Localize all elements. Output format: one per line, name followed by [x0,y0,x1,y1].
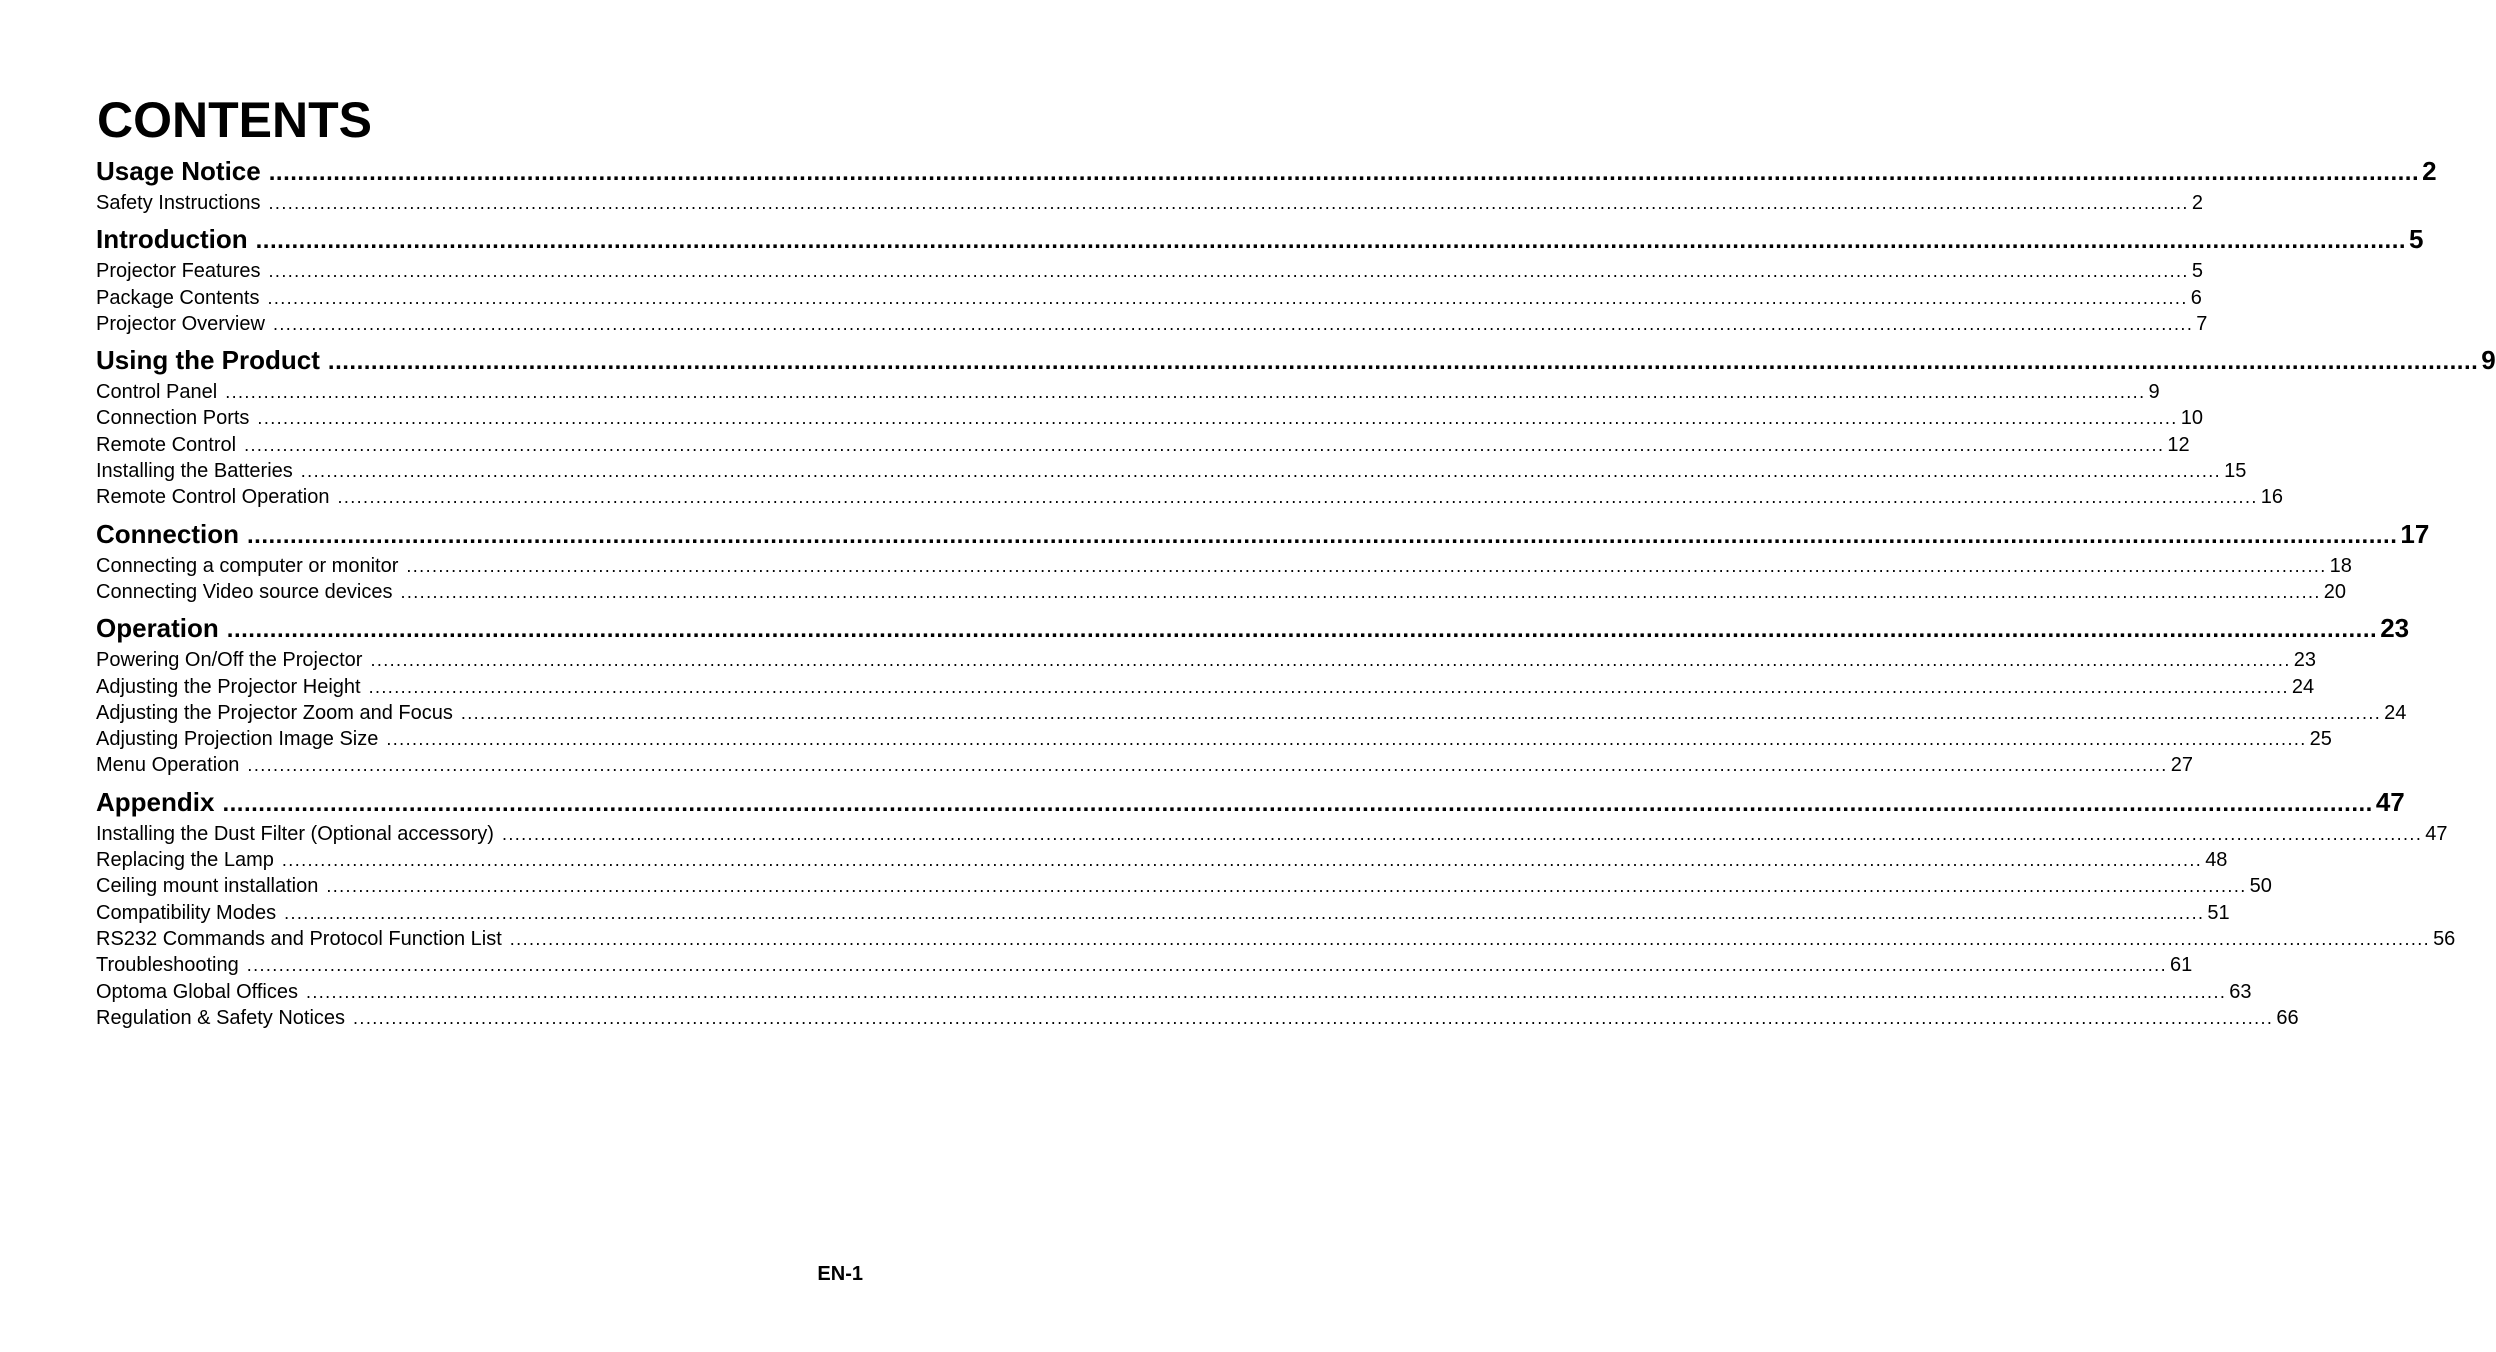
dot-leader: ............................................................................................................................................................................................................................................................................................................ [268,261,2189,282]
dot-leader: ............................................................................................................................................................................................................................................................................................................ [337,487,2258,508]
dot-leader: ............................................................................................................................................................................................................................................................................................................ [255,227,2407,255]
toc-entry-title: Compatibility Modes [96,901,277,924]
toc-entry-page: 15 [2224,460,2247,483]
toc-entry[interactable] [96,752,2193,778]
toc-section-page: 5 [2409,224,2424,255]
dot-leader: ............................................................................................................................................................................................................................................................................................................ [509,928,2431,949]
toc-entry[interactable] [96,847,2228,873]
toc-section-title: Appendix [96,786,215,817]
toc-entry-title: Regulation & Safety Notices [96,1006,346,1029]
toc-entry-title: RS232 Commands and Protocol Function List [96,927,502,950]
dot-leader: ............................................................................................................................................................................................................................................................................................................ [225,382,2146,403]
toc-section [96,611,2410,778]
toc-entry[interactable] [96,674,2315,700]
toc-section-heading[interactable] [96,154,2437,190]
toc-entry-page: 56 [2433,927,2456,950]
dot-leader: ............................................................................................................................................................................................................................................................................................................ [247,755,2168,776]
dot-leader: ............................................................................................................................................................................................................................................................................................................ [353,1007,2274,1028]
toc-entry[interactable] [96,726,2332,752]
dot-leader: ............................................................................................................................................................................................................................................................................................................ [247,521,2398,549]
toc-entry[interactable] [96,379,2160,405]
toc-entry-title: Remote Control Operation [96,486,330,509]
toc-entry[interactable] [96,553,2352,579]
toc-entry-page: 12 [2167,433,2190,456]
toc-entry[interactable] [96,190,2203,216]
toc-section [96,785,2456,1031]
toc-entry-page: 5 [2191,260,2203,283]
toc-entry-page: 18 [2329,554,2352,577]
toc-section-title: Using the Product [96,345,320,376]
toc-entry[interactable] [96,952,2193,978]
dot-leader: ............................................................................................................................................................................................................................................................................................................ [284,902,2205,923]
toc-entry-page: 9 [2148,381,2160,404]
dot-leader: ............................................................................................................................................................................................................................................................................................................ [222,789,2373,817]
toc-entry[interactable] [96,873,2272,899]
dot-leader: ............................................................................................................................................................................................................................................................................................................ [267,287,2188,308]
toc-section [96,154,2437,216]
dot-leader: ............................................................................................................................................................................................................................................................................................................ [268,193,2189,213]
toc-entry-title: Safety Instructions [96,192,261,214]
toc-entry-title: Replacing the Lamp [96,849,274,872]
toc-section-page: 17 [2400,518,2430,549]
dot-leader: ............................................................................................................................................................................................................................................................................................................ [244,434,2165,455]
dot-leader: ............................................................................................................................................................................................................................................................................................................ [300,461,2222,482]
toc-entry-page: 24 [2384,701,2407,724]
toc-entry-title: Installing the Batteries [96,460,293,483]
toc-section [96,517,2430,606]
toc-entry-title: Package Contents [96,286,260,309]
toc-entry-page: 16 [2260,486,2283,509]
toc-entry-page: 23 [2293,649,2316,672]
toc-section [96,222,2424,337]
dot-leader: ............................................................................................................................................................................................................................................................................................................ [246,955,2167,976]
toc-entry-title: Connecting Video source devices [96,580,393,603]
toc-entry-page: 2 [2191,192,2203,214]
toc-entry-title: Ceiling mount installation [96,875,319,898]
toc-entry-title: Optoma Global Offices [96,980,298,1003]
toc-entry-title: Menu Operation [96,754,240,777]
toc-entry[interactable] [96,979,2252,1005]
dot-leader: ............................................................................................................................................................................................................................................................................................................ [400,581,2321,602]
toc-entry[interactable] [96,579,2347,605]
toc-entry[interactable] [96,285,2202,311]
toc-section-heading[interactable] [96,611,2410,647]
toc-entry[interactable] [96,258,2203,284]
toc-entry-page: 24 [2291,675,2315,698]
toc-section-title: Introduction [96,224,248,255]
dot-leader: ............................................................................................................................................................................................................................................................................................................ [501,823,2423,844]
toc-entry-page: 47 [2425,822,2448,845]
toc-entry-title: Powering On/Off the Projector [96,649,363,672]
toc-entry-page: 51 [2207,901,2230,924]
table-of-contents [96,154,2496,1031]
toc-entry-title: Connecting a computer or monitor [96,554,399,577]
dot-leader: ............................................................................................................................................................................................................................................................................................................ [370,650,2291,671]
toc-section-title: Connection [96,518,239,549]
toc-entry-page: 7 [2196,312,2208,335]
dot-leader: ............................................................................................................................................................................................................................................................................................................ [327,348,2479,376]
toc-entry-page: 48 [2205,849,2228,872]
dot-leader: ............................................................................................................................................................................................................................................................................................................ [368,676,2289,697]
toc-entry-title: Adjusting Projection Image Size [96,728,379,751]
dot-leader: ............................................................................................................................................................................................................................................................................................................ [460,702,2382,723]
dot-leader: ............................................................................................................................................................................................................................................................................................................ [268,159,2420,186]
dot-leader: ............................................................................................................................................................................................................................................................................................................ [406,555,2327,576]
toc-section-heading[interactable] [96,785,2405,821]
toc-entry[interactable] [96,311,2208,337]
toc-entry-title: Installing the Dust Filter (Optional accessory) [96,822,494,845]
toc-entry-title: Adjusting the Projector Zoom and Focus [96,701,453,724]
toc-entry-title: Adjusting the Projector Height [96,675,361,698]
toc-entry-page: 20 [2323,580,2347,603]
toc-section-heading[interactable] [96,517,2430,553]
toc-section [96,343,2496,510]
toc-section-title: Operation [96,613,219,644]
toc-section-page: 2 [2422,156,2437,186]
toc-entry-title: Troubleshooting [96,954,239,977]
dot-leader: ............................................................................................................................................................................................................................................................................................................ [272,313,2194,334]
page-number: EN-1 [817,1263,863,1285]
toc-entry[interactable] [96,821,2448,847]
toc-section-heading[interactable] [96,343,2496,379]
dot-leader: ............................................................................................................................................................................................................................................................................................................ [281,850,2203,871]
toc-entry[interactable] [96,926,2456,952]
toc-entry[interactable] [96,405,2203,431]
dot-leader: ............................................................................................................................................................................................................................................................................................................ [386,729,2307,750]
dot-leader: ............................................................................................................................................................................................................................................................................................................ [226,616,2378,644]
toc-entry[interactable] [96,1005,2299,1031]
toc-section-heading[interactable] [96,222,2424,258]
toc-entry-page: 27 [2170,754,2193,777]
toc-section-page: 23 [2380,613,2410,644]
toc-section-page: 47 [2375,786,2405,817]
toc-entry[interactable] [96,432,2190,458]
toc-entry-title: Projector Features [96,260,261,283]
toc-entry[interactable] [96,647,2316,673]
toc-entry-page: 63 [2229,980,2252,1003]
toc-entry-page: 6 [2190,286,2202,309]
dot-leader: ............................................................................................................................................................................................................................................................................................................ [305,981,2227,1002]
toc-entry-page: 50 [2249,875,2272,898]
toc-entry-title: Projector Overview [96,312,265,335]
dot-leader: ............................................................................................................................................................................................................................................................................................................ [257,408,2178,429]
toc-entry[interactable] [96,484,2283,510]
toc-section-title: Usage Notice [96,156,261,186]
toc-entry-page: 66 [2276,1006,2299,1029]
toc-entry-title: Control Panel [96,381,218,404]
toc-entry-page: 10 [2180,407,2203,430]
toc-entry-title: Connection Ports [96,407,250,430]
toc-entry-title: Remote Control [96,433,237,456]
toc-entry-page: 61 [2169,954,2193,977]
toc-entry-page: 25 [2309,728,2332,751]
toc-entry[interactable] [96,700,2407,726]
page-title: CONTENTS [97,92,372,148]
toc-section-page: 9 [2481,345,2496,376]
toc-entry[interactable] [96,900,2230,926]
toc-entry[interactable] [96,458,2247,484]
dot-leader: ............................................................................................................................................................................................................................................................................................................ [326,876,2247,897]
